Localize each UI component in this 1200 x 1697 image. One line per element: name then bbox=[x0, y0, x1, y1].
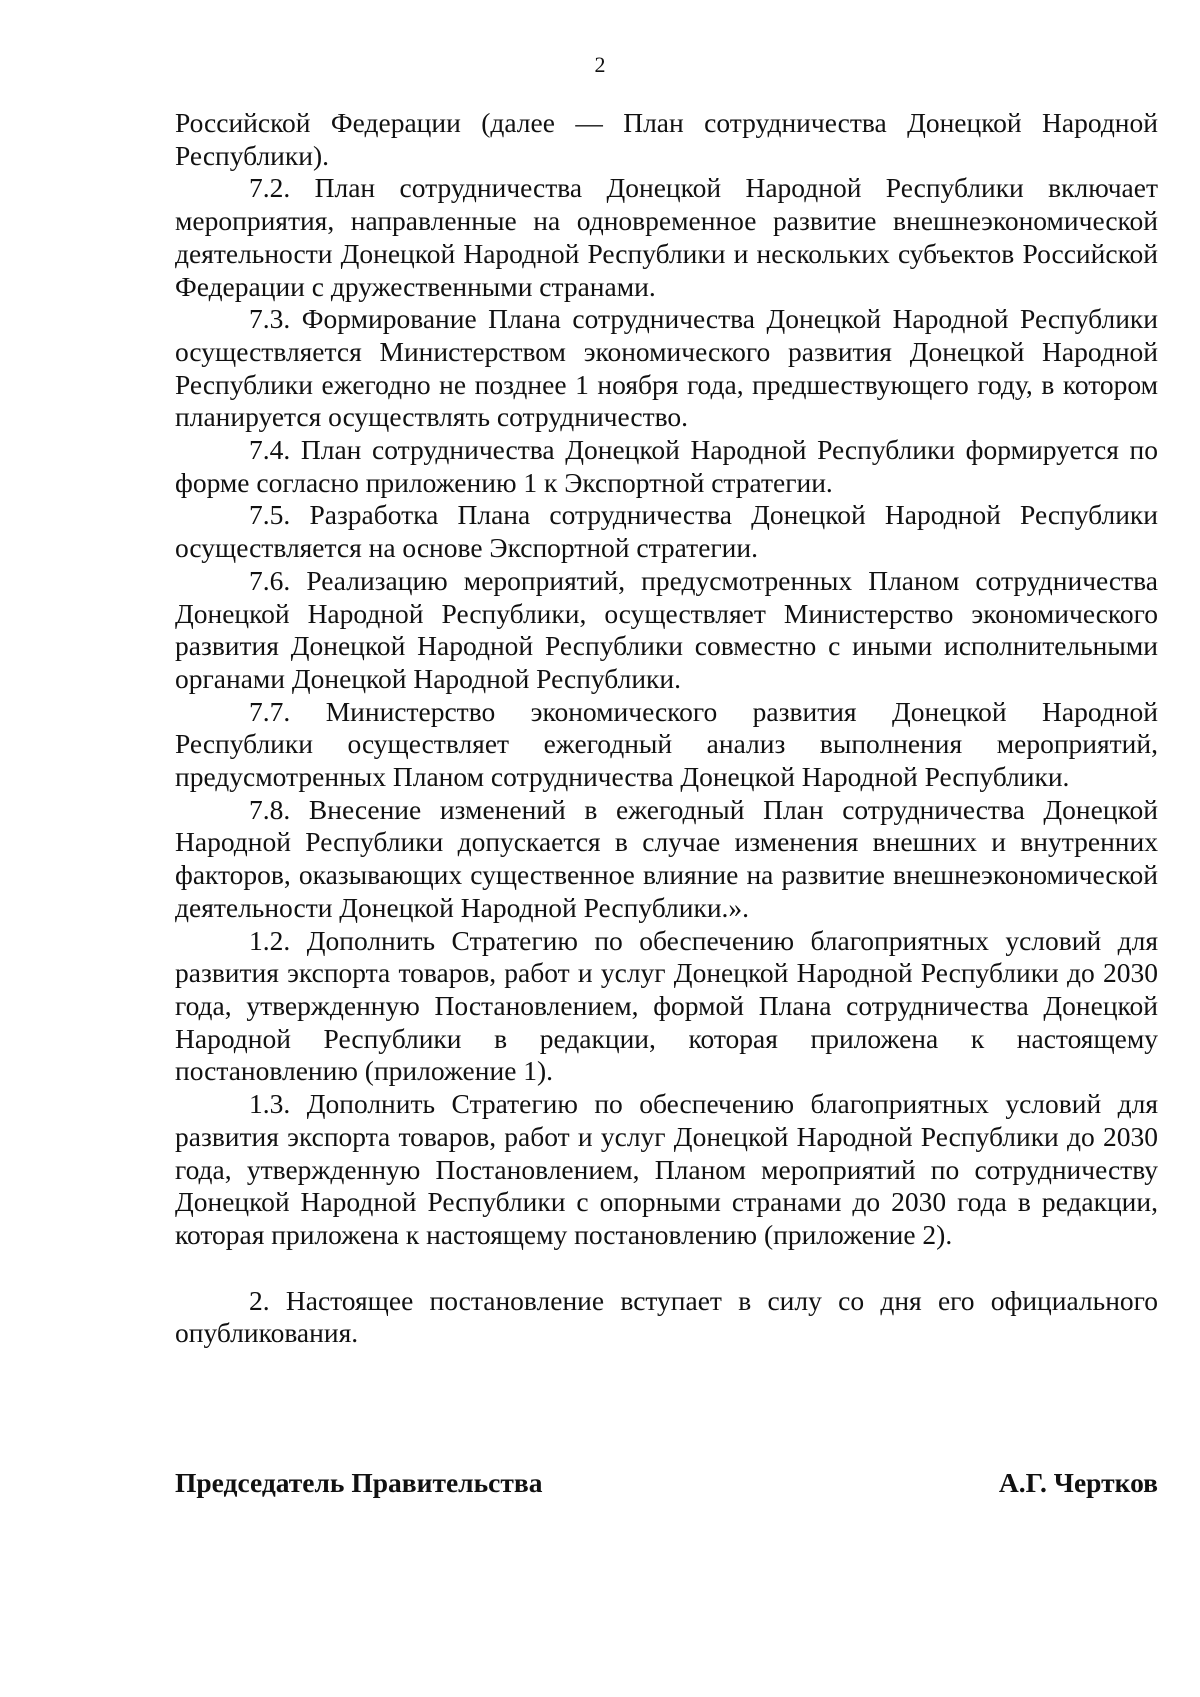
paragraph-7-4: 7.4. План сотрудничества Донецкой Народной Республики формируется по форме согласно приложению 1 к Экспортной стратегии. bbox=[175, 434, 1158, 498]
paragraph-2: 2. Настоящее постановление вступает в силу со дня его официального опубликования. bbox=[175, 1284, 1158, 1349]
signature-block bbox=[175, 1466, 1158, 1500]
paragraph-7-8: 7.8. Внесение изменений в ежегодный План сотрудничества Донецкой Народной Республики допускается в случае изменения внешних и внутренних факторов, оказывающих существенное влияние на развитие внешнеэкономической деятельности Донецкой Народной Республики.». bbox=[175, 793, 1158, 923]
paragraph-1-2: 1.2. Дополнить Стратегию по обеспечению благоприятных условий для развития экспорта товаров, работ и услуг Донецкой Народной Республики до 2030 года, утвержденную Постановлением, формой Плана сотрудничества Донецкой Народной Республики в редакции, которая приложена к настоящему постановлению (приложение 1). bbox=[175, 924, 1158, 1087]
signature-name: А.Г. Чертков bbox=[998, 1467, 1158, 1498]
paragraph-7-5: 7.5. Разработка Плана сотрудничества Донецкой Народной Республики осуществляется на основе Экспортной стратегии. bbox=[175, 499, 1158, 564]
page-number: 2 bbox=[594, 52, 606, 77]
paragraph-continuation: Российской Федерации (далее — План сотрудничества Донецкой Народной Республики). bbox=[175, 107, 1158, 171]
document-body bbox=[175, 107, 1158, 1350]
signature-position: Председатель Правительства bbox=[175, 1467, 543, 1498]
paragraph-7-3: 7.3. Формирование Плана сотрудничества Донецкой Народной Республики осуществляется Министерством экономического развития Донецкой Народной Республики ежегодно не позднее 1 ноября года, предшествующего году, в котором планируется осуществлять сотрудничество. bbox=[175, 303, 1158, 433]
paragraph-7-7: 7.7. Министерство экономического развития Донецкой Народной Республики осуществляет ежегодный анализ выполнения мероприятий, предусмотренных Планом сотрудничества Донецкой Народной Республики. bbox=[175, 695, 1158, 793]
paragraph-1-3: 1.3. Дополнить Стратегию по обеспечению благоприятных условий для развития экспорта товаров, работ и услуг Донецкой Народной Республики до 2030 года, утвержденную Постановлением, Планом мероприятий по сотрудничеству Донецкой Народной Республики с опорными странами до 2030 года в редакции, которая приложена к настоящему постановлению (приложение 2). bbox=[175, 1088, 1158, 1250]
paragraph-7-6: 7.6. Реализацию мероприятий, предусмотренных Планом сотрудничества Донецкой Народной Республики, осуществляет Министерство экономического развития Донецкой Народной Республики совместно с иными исполнительными органами Донецкой Народной Республики. bbox=[175, 564, 1158, 694]
paragraph-7-2: 7.2. План сотрудничества Донецкой Народной Республики включает мероприятия, направленные на одновременное развитие внешнеэкономической деятельности Донецкой Народной Республики и нескольких субъектов Российской Федерации с дружественными странами. bbox=[175, 172, 1158, 302]
